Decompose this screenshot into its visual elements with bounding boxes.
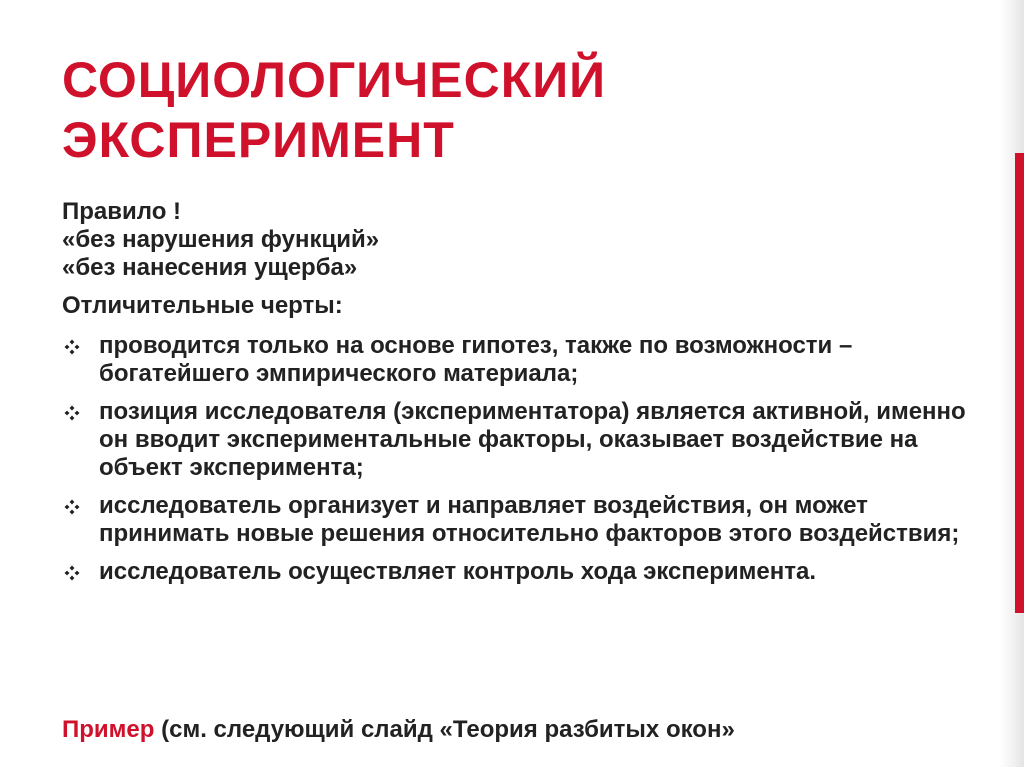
title-line-1: СОЦИОЛОГИЧЕСКИЙ (62, 52, 607, 108)
slide-content (62, 198, 972, 596)
rule-label: Правило ! (62, 198, 182, 225)
list-item (62, 558, 972, 586)
example-line (62, 716, 735, 744)
list-item (62, 332, 972, 388)
title-line-2: ЭКСПЕРИМЕНТ (62, 112, 455, 168)
diamond-cluster-icon (64, 565, 80, 581)
diamond-cluster-icon (64, 499, 80, 515)
list-item (62, 492, 972, 548)
feature-text: исследователь организует и направляет воздействия, он может принимать новые решения относительно факторов этого воздействия; (99, 492, 960, 547)
feature-text: исследователь осуществляет контроль хода эксперимента. (99, 558, 816, 585)
rule-line-1: «без нарушения функций» (62, 226, 380, 253)
rule-block (62, 198, 972, 282)
list-item (62, 398, 972, 482)
accent-bar (1015, 153, 1024, 613)
example-text: (см. следующий слайд «Теория разбитых окон» (154, 716, 735, 743)
diamond-cluster-icon (64, 339, 80, 355)
diamond-cluster-icon (64, 405, 80, 421)
slide-title (62, 50, 962, 170)
feature-text: проводится только на основе гипотез, также по возможности – богатейшего эмпирического материала; (99, 332, 853, 387)
features-heading: Отличительные черты: (62, 292, 343, 319)
features-list (62, 332, 972, 586)
feature-text: позиция исследователя (экспериментатора) является активной, именно он вводит экспериментальные факторы, оказывает воздействие на объект эксперимента; (99, 398, 966, 481)
rule-line-2: «без нанесения ущерба» (62, 254, 358, 281)
example-label: Пример (62, 716, 155, 743)
